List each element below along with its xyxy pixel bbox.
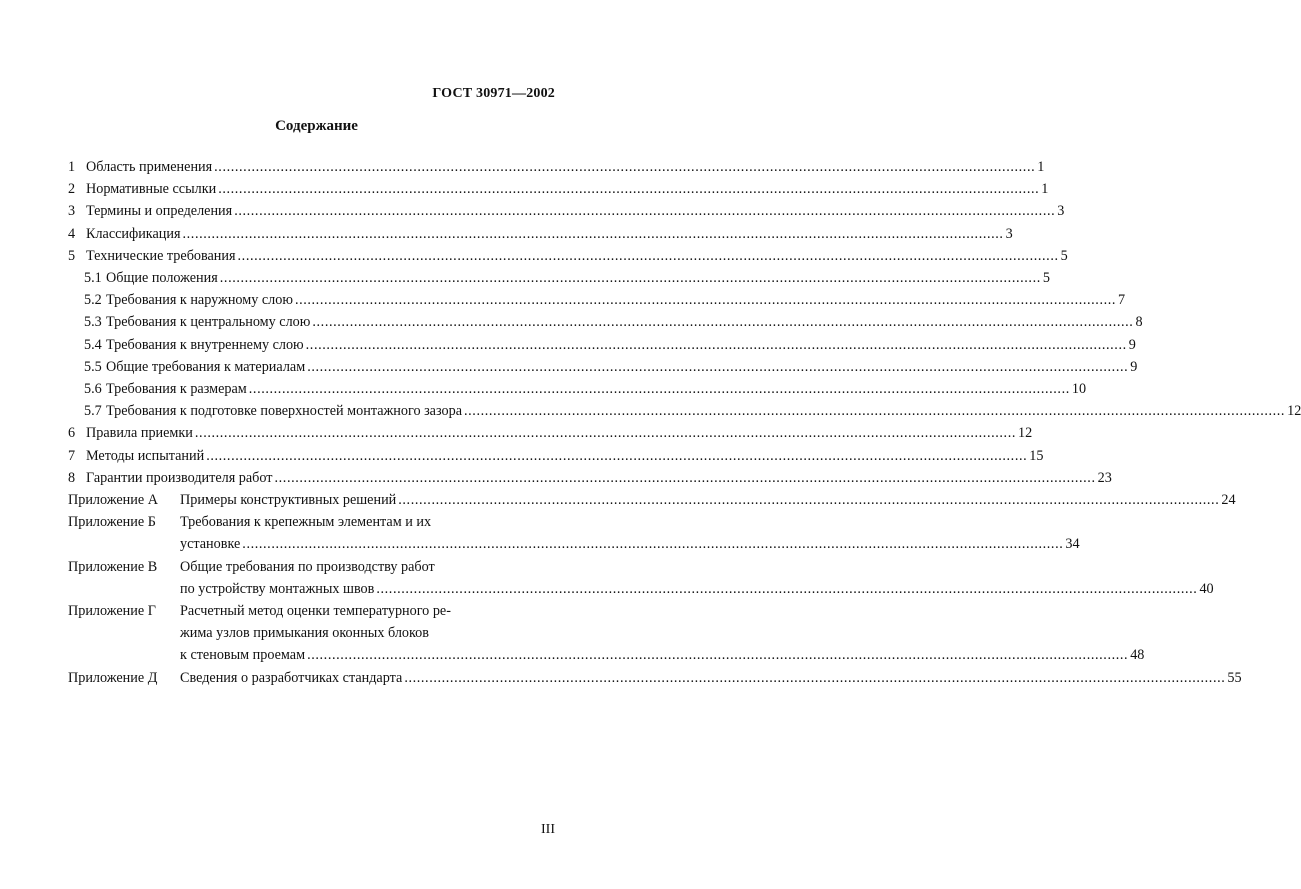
toc-item-number: 8: [68, 469, 76, 486]
dot-leader: [404, 667, 1225, 689]
toc-item-page: 3: [1057, 203, 1065, 220]
dot-leader: [464, 400, 1285, 422]
toc-item-label: Требования к наружному слою: [106, 292, 293, 309]
appendix-title-line: Требования к крепежным элементам и их: [180, 514, 432, 531]
toc-item[interactable]: [68, 223, 1013, 245]
toc-item-label: Технические требования: [86, 247, 236, 264]
toc-item[interactable]: [68, 445, 1044, 467]
dot-leader: [275, 467, 1096, 489]
toc-item-page: 1: [1041, 181, 1049, 198]
appendix-prefix: Приложение А: [68, 492, 158, 509]
toc-item[interactable]: [68, 356, 1138, 378]
appendix-title-line: жима узлов примыкания оконных блоков: [180, 625, 429, 642]
toc-item-page: 15: [1029, 447, 1044, 464]
dot-leader: [183, 223, 1004, 245]
toc-item-number: 1: [68, 159, 76, 175]
toc-item[interactable]: [68, 200, 1065, 222]
appendix-title-line: к стеновым проемам: [180, 647, 306, 664]
toc-item[interactable]: [68, 311, 1143, 333]
toc-item-label: Требования к центральному слою: [106, 314, 311, 331]
toc-item-number: 5.7: [84, 403, 102, 420]
appendix-page: 34: [1065, 536, 1080, 553]
appendix-title-line: установке: [180, 536, 241, 553]
dot-leader: [238, 245, 1059, 267]
toc-item-number: 7: [68, 447, 76, 464]
toc-item[interactable]: [68, 267, 1050, 289]
dot-leader: [242, 533, 1063, 555]
toc-item-number: 2: [68, 181, 76, 198]
toc-item-page: 9: [1128, 336, 1136, 353]
toc-item-number: 3: [68, 203, 76, 220]
dot-leader: [214, 156, 1035, 178]
toc-item-label: Общие требования к материалам: [106, 358, 306, 375]
appendix-page: 55: [1227, 669, 1242, 686]
toc-appendix-item[interactable]: [68, 511, 1080, 555]
dot-leader: [312, 311, 1133, 333]
appendix-prefix: Приложение Г: [68, 603, 156, 620]
dot-leader: [306, 334, 1127, 356]
toc-item-page: 7: [1118, 292, 1126, 309]
toc-item-number: 5.5: [84, 358, 102, 375]
appendix-page: 40: [1199, 580, 1214, 597]
dot-leader: [218, 178, 1039, 200]
dot-leader: [220, 267, 1041, 289]
toc-item-page: 5: [1060, 247, 1068, 264]
toc-appendix-item[interactable]: [68, 667, 1242, 689]
toc-item-number: 5.6: [84, 381, 102, 398]
page-title: Содержание: [275, 118, 358, 134]
toc-item-page: 5: [1042, 270, 1050, 287]
toc-appendix-item[interactable]: [68, 556, 1214, 600]
toc-item[interactable]: [68, 378, 1087, 400]
toc-item-label: Гарантии производителя работ: [86, 469, 273, 486]
toc-item-number: 5.3: [84, 314, 102, 331]
dot-leader: [376, 578, 1197, 600]
toc-item[interactable]: [68, 422, 1033, 444]
toc-item[interactable]: [68, 156, 1045, 178]
toc-item-page: 12: [1287, 403, 1301, 420]
toc-item[interactable]: [68, 334, 1136, 356]
toc-item-number: 5.1: [84, 270, 102, 287]
toc-item-label: Требования к внутреннему слою: [106, 336, 304, 353]
toc-item-label: Правила приемки: [86, 425, 193, 442]
toc-item-page: 3: [1005, 225, 1013, 242]
toc-item-number: 6: [68, 425, 76, 442]
appendix-prefix: Приложение Б: [68, 514, 156, 531]
toc-item[interactable]: [68, 289, 1126, 311]
appendix-title-line: по устройству монтажных швов: [180, 580, 375, 597]
appendix-prefix: Приложение Д: [68, 669, 158, 686]
toc-item-label: Методы испытаний: [86, 447, 205, 464]
dot-leader: [295, 289, 1116, 311]
document-code: ГОСТ 30971—2002: [432, 86, 555, 101]
toc-item-page: 12: [1018, 425, 1033, 442]
page-number: III: [541, 822, 555, 837]
toc-item-label: Требования к размерам: [106, 381, 247, 398]
toc-item-number: 5.4: [84, 336, 102, 353]
dot-leader: [206, 445, 1027, 467]
appendix-title-line: Сведения о разработчиках стандарта: [180, 669, 403, 686]
toc-appendix-item[interactable]: [68, 600, 1145, 667]
toc-item[interactable]: [68, 400, 1301, 422]
toc-item-page: 9: [1130, 358, 1138, 375]
toc-item-page: 23: [1097, 469, 1112, 486]
toc-item[interactable]: [68, 467, 1112, 489]
toc-item-label: Требования к подготовке поверхностей монтажного зазора: [106, 403, 462, 420]
dot-leader: [234, 200, 1055, 222]
toc-item[interactable]: [68, 245, 1068, 267]
dot-leader: [249, 378, 1070, 400]
appendix-title-line: Примеры конструктивных решений: [180, 492, 397, 509]
toc-item-number: 5.2: [84, 292, 102, 309]
dot-leader: [398, 489, 1219, 511]
appendix-page: 24: [1221, 492, 1236, 509]
toc-item-page: 8: [1135, 314, 1143, 331]
appendix-prefix: Приложение В: [68, 558, 158, 575]
appendix-title-line: Общие требования по производству работ: [180, 558, 435, 575]
toc-item-label: Термины и определения: [86, 203, 233, 220]
dot-leader: [195, 422, 1016, 444]
toc-item-label: Классификация: [86, 225, 181, 242]
toc-item[interactable]: [68, 178, 1049, 200]
toc-item-number: 5: [68, 247, 76, 264]
toc-item-label: Общие положения: [106, 270, 218, 287]
appendix-page: 48: [1130, 647, 1145, 664]
appendix-title-line: Расчетный метод оценки температурного ре-: [180, 603, 451, 620]
toc-item-page: 10: [1071, 381, 1087, 398]
table-of-contents: [68, 156, 1301, 689]
toc-item-page: 1: [1037, 159, 1045, 175]
dot-leader: [307, 356, 1128, 378]
toc-appendix-item[interactable]: [68, 489, 1236, 511]
dot-leader: [307, 644, 1128, 666]
toc-item-label: Нормативные ссылки: [86, 181, 217, 198]
toc-item-label: Область применения: [86, 159, 213, 175]
toc-item-number: 4: [68, 225, 76, 242]
